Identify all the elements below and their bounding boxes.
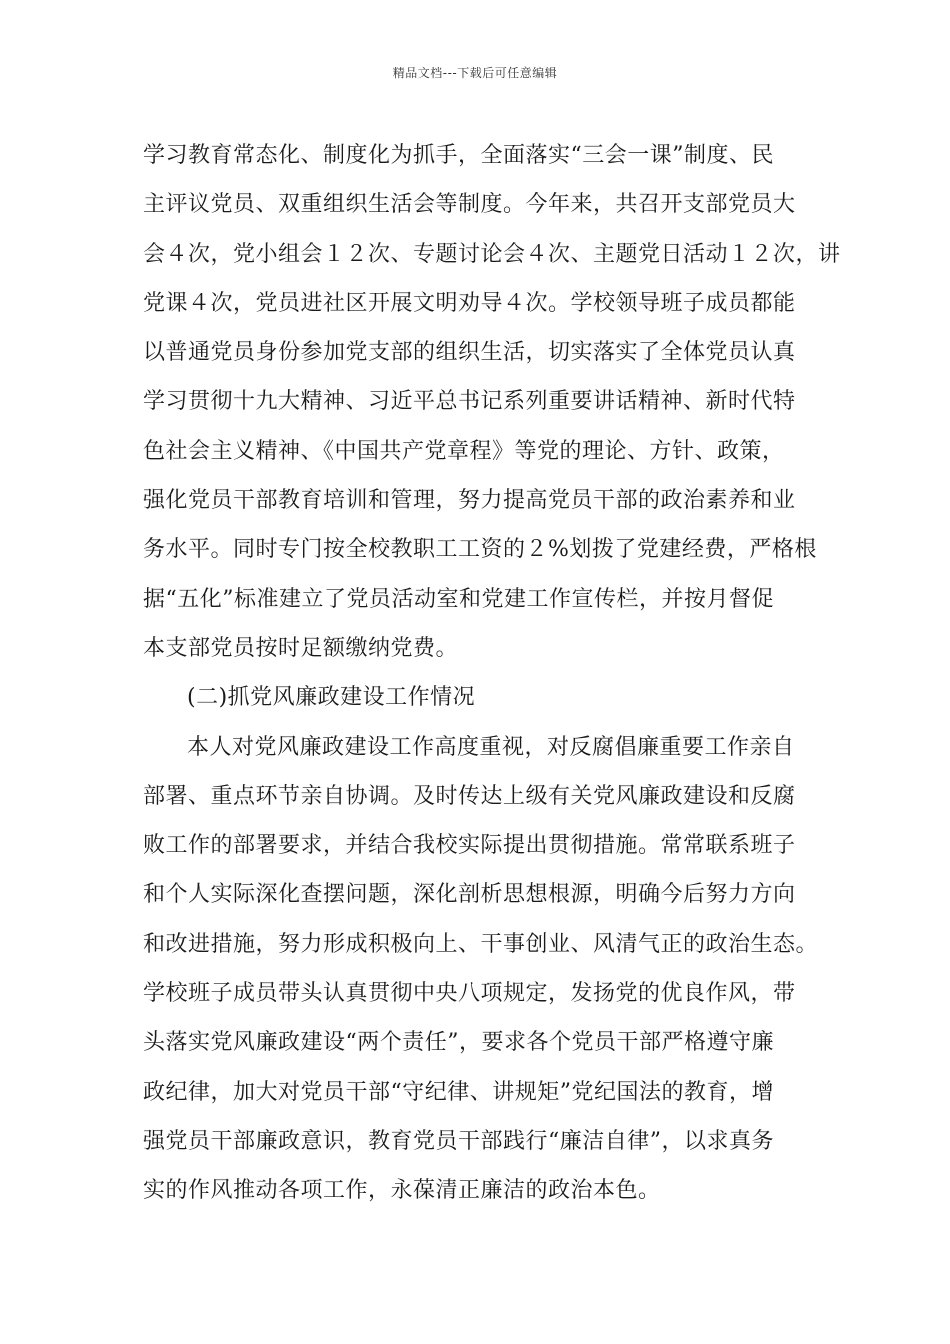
- text-line: 败工作的部署要求，并结合我校实际提出贯彻措施。常常联系班子: [143, 833, 796, 859]
- text-line: 学校班子成员带头认真贯彻中央八项规定，发扬党的优良作风，带: [143, 981, 796, 1007]
- text-line: 会４次，党小组会１２次、专题讨论会４次、主题党日活动１２次，讲: [143, 241, 841, 267]
- text-line: 和改进措施，努力形成积极向上、干事创业、风清气正的政治生态。: [143, 931, 819, 957]
- text-line: 党课４次，党员进社区开展文明劝导４次。学校领导班子成员都能: [143, 290, 796, 316]
- text-line: 务水平。同时专门按全校教职工工资的２%划拨了党建经费，严格根: [143, 537, 817, 563]
- text-line: 部署、重点环节亲自协调。及时传达上级有关党风廉政建设和反腐: [143, 783, 796, 809]
- text-line: 学习贯彻十九大精神、习近平总书记系列重要讲话精神、新时代特: [143, 389, 796, 415]
- text-line: 强化党员干部教育培训和管理，努力提高党员干部的政治素养和业: [143, 488, 796, 514]
- text-line: 以普通党员身份参加党支部的组织生活，切实落实了全体党员认真: [143, 340, 796, 366]
- text-line: 政纪律，加大对党员干部“守纪律、讲规矩”党纪国法的教育，增: [143, 1079, 774, 1105]
- text-line: 本支部党员按时足额缴纳党费。: [143, 635, 459, 661]
- text-line: 和个人实际深化查摆问题，深化剖析思想根源，明确今后努力方向: [143, 882, 796, 908]
- page-header: 精品文档---下载后可任意编辑: [392, 66, 558, 80]
- text-line: 头落实党风廉政建设“两个责任”，要求各个党员干部严格遵守廉: [143, 1030, 774, 1056]
- section-heading: (二)抓党风廉政建设工作情况: [187, 685, 476, 711]
- paragraph-first-line: 本人对党风廉政建设工作高度重视，对反腐倡廉重要工作亲自: [187, 734, 795, 760]
- text-line: 学习教育常态化、制度化为抓手，全面落实“三会一课”制度、民: [143, 143, 774, 168]
- text-line: 据“五化”标准建立了党员活动室和党建工作宣传栏，并按月督促: [143, 586, 774, 612]
- text-line: 实的作风推动各项工作，永葆清正廉洁的政治本色。: [143, 1178, 661, 1204]
- text-line: 强党员干部廉政意识，教育党员干部践行“廉洁自律”，以求真务: [143, 1128, 774, 1154]
- text-line: 色社会主义精神、《中国共产党章程》等党的理论、方针、政策，: [143, 438, 785, 464]
- document-body: [143, 131, 841, 1216]
- text-line: 主评议党员、双重组织生活会等制度。今年来，共召开支部党员大: [143, 192, 796, 218]
